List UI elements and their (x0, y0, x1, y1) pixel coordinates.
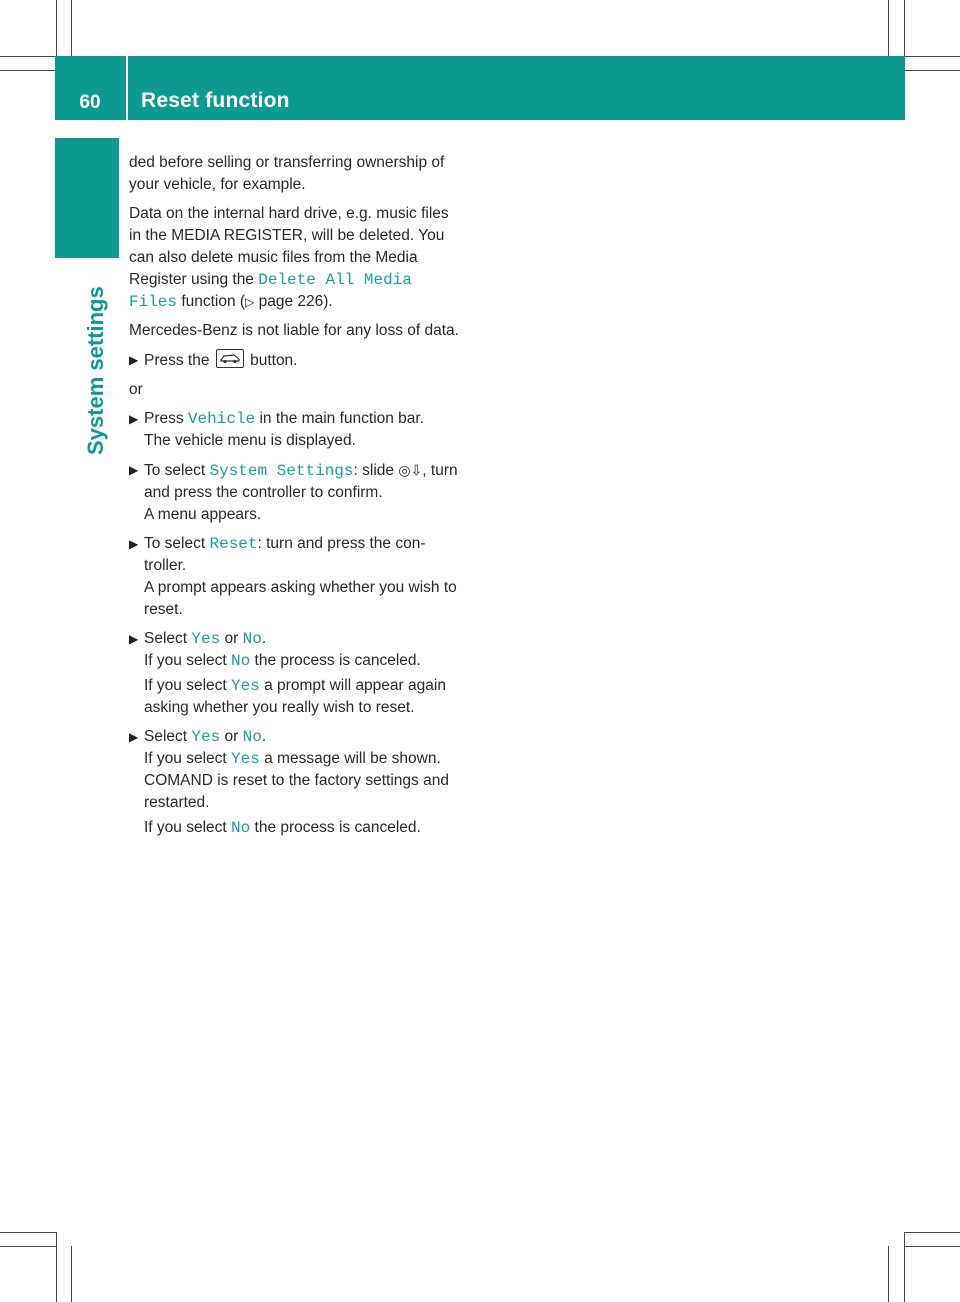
instruction-step: ▶ Select Yes or No. If you select Yes a message will be shown. COMAND is reset to the factory settings and restarted. (129, 728, 449, 811)
instruction-step: ▶ Press Vehicle in the main function bar. The vehicle menu is displayed. (129, 410, 425, 449)
option-no: No (231, 652, 251, 670)
crop-mark (904, 1232, 960, 1233)
step-arrow-icon: ▶ (129, 412, 139, 426)
step-arrow-icon: ▶ (129, 730, 139, 744)
step-arrow-icon: ▶ (129, 632, 139, 646)
page-number: 60 (79, 92, 101, 113)
step-result: If you select Yes a prompt will appear again asking whether you really wish to reset. (144, 677, 446, 716)
paragraph: Mercedes-Benz is not liable for any loss of data. (129, 322, 459, 339)
main-content (129, 152, 464, 846)
crop-mark (888, 0, 889, 60)
step-result: A menu appears. (144, 506, 262, 523)
step-result: If you select No the process is canceled. (144, 819, 421, 837)
crop-mark (904, 0, 905, 56)
paragraph: ded before selling or transferring ownership of your vehicle, for example. (129, 154, 445, 193)
menu-item-delete-all-media-files: Delete All Media Files (129, 271, 412, 311)
option-yes: Yes (191, 630, 221, 648)
step-arrow-icon: ▶ (129, 537, 139, 551)
section-title: Reset function (141, 89, 290, 112)
crop-mark (71, 1246, 72, 1302)
instruction-step: ▶ Press the button. (129, 349, 464, 372)
side-tab-label: System settings (83, 286, 108, 455)
option-no: No (231, 819, 251, 837)
instruction-step: ▶ To select System Settings: slide ◎⇩, turn and press the controller to confirm. A menu appears. (129, 459, 464, 526)
step-arrow-icon: ▶ (129, 353, 139, 367)
vehicle-button-icon (216, 349, 244, 368)
instruction-step: ▶ Select Yes or No. If you select No the process is canceled. (129, 630, 421, 670)
step-arrow-icon: ▶ (129, 463, 139, 477)
crop-mark (0, 70, 56, 71)
crop-mark (904, 1232, 905, 1302)
crop-mark (56, 0, 57, 56)
controller-slide-icon: ◎⇩ (398, 462, 423, 478)
side-tab-block (55, 138, 119, 258)
menu-item-vehicle: Vehicle (187, 410, 256, 428)
step-result: The vehicle menu is displayed. (144, 432, 356, 449)
crop-mark (56, 1232, 57, 1302)
menu-item-reset: Reset (209, 535, 258, 553)
option-no: No (242, 728, 262, 746)
page-reference-icon: ▷ (245, 295, 255, 309)
side-tab-label-wrap (83, 265, 123, 455)
paragraph: Data on the internal hard drive, e.g. music files in the MEDIA REGISTER, will be deleted. You can also delete music files from the Media Register using the Delete All Media Files function (▷ page 226). (129, 205, 449, 311)
crop-mark (0, 1246, 56, 1247)
crop-mark (888, 1246, 889, 1302)
option-no: No (242, 630, 262, 648)
crop-mark (904, 56, 960, 57)
crop-mark (904, 70, 960, 71)
instruction-step: ▶ To select Reset: turn and press the con- troller. A prompt appears asking whether you wish to reset. (129, 535, 457, 618)
menu-item-system-settings: System Settings (209, 462, 354, 480)
or-label: or (129, 381, 143, 398)
option-yes: Yes (191, 728, 221, 746)
step-result: A prompt appears asking whether you wish to reset. (144, 579, 457, 618)
option-yes: Yes (231, 750, 260, 768)
crop-mark (904, 1246, 960, 1247)
option-yes: Yes (231, 677, 260, 695)
crop-mark (71, 0, 72, 60)
crop-mark (0, 56, 56, 57)
header-divider (126, 56, 128, 120)
crop-mark (0, 1232, 56, 1233)
